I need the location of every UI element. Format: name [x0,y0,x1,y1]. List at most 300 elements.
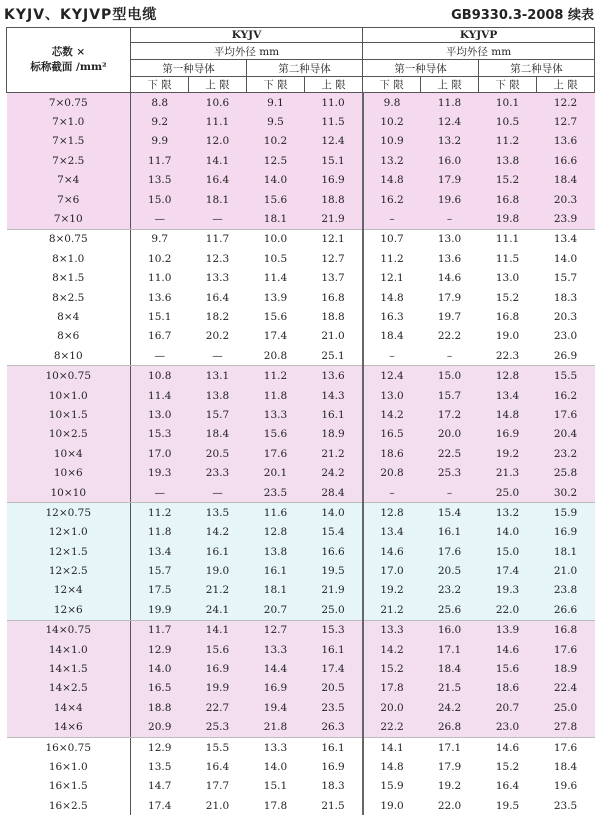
diameter-value-cell: 10.2 [131,249,189,268]
diameter-value-cell: 16.1 [189,542,247,561]
table-row [7,405,595,424]
diameter-value-cell: 25.0 [537,698,595,717]
diameter-value-cell: 12.7 [247,620,305,640]
diameter-value-cell: 23.8 [537,581,595,600]
diameter-value-cell: 22.2 [363,718,421,738]
diameter-value-cell: 20.0 [363,698,421,717]
spec-cell: 14×4 [7,698,131,717]
diameter-value-cell: 15.5 [189,737,247,757]
diameter-value-cell: 16.8 [479,307,537,326]
spec-cell: 14×1.0 [7,640,131,659]
diameter-value-cell: 17.9 [421,757,479,776]
diameter-value-cell: 25.1 [305,346,363,366]
table-row [7,209,595,229]
diameter-value-cell: 30.2 [537,483,595,503]
diameter-value-cell: 18.9 [305,425,363,444]
table-row [7,151,595,170]
diameter-value-cell: 10.7 [363,229,421,249]
diameter-value-cell: 15.7 [421,386,479,405]
diameter-value-cell: 14.7 [131,777,189,796]
spec-cell: 12×1.5 [7,542,131,561]
diameter-value-cell: 19.5 [305,561,363,580]
spec-cell: 12×4 [7,581,131,600]
diameter-value-cell: 13.2 [421,132,479,151]
diameter-value-cell: 16.1 [305,640,363,659]
diameter-value-cell: 15.6 [247,190,305,209]
diameter-value-cell: 16.2 [363,190,421,209]
diameter-value-cell: 14.2 [363,405,421,424]
diameter-value-cell: 26.9 [537,346,595,366]
diameter-value-cell: 14.2 [363,640,421,659]
spec-column-header [7,28,131,93]
diameter-value-cell: 21.2 [305,444,363,463]
table-row [7,600,595,620]
diameter-value-cell: 11.2 [247,366,305,386]
diameter-value-cell: 17.6 [537,405,595,424]
diameter-value-cell: 22.2 [421,327,479,346]
diameter-value-cell: 16.4 [479,777,537,796]
diameter-value-cell: 17.4 [247,327,305,346]
diameter-value-cell: 16.8 [479,190,537,209]
table-row [7,327,595,346]
diameter-value-cell: 13.0 [363,386,421,405]
table-row [7,112,595,131]
diameter-value-cell: 15.6 [247,307,305,326]
spec-cell: 12×2.5 [7,561,131,580]
diameter-value-cell: 9.5 [247,112,305,131]
diameter-value-cell: 21.5 [421,679,479,698]
diameter-value-cell: 17.2 [421,405,479,424]
spec-cell: 14×6 [7,718,131,738]
spec-cell: 12×6 [7,600,131,620]
diameter-value-cell: 16.1 [305,737,363,757]
diameter-value-cell: 25.3 [421,463,479,482]
diameter-value-cell: 18.6 [479,679,537,698]
table-row [7,346,595,366]
diameter-value-cell: 12.7 [537,112,595,131]
diameter-value-cell: 12.3 [189,249,247,268]
diameter-value-cell: – [421,346,479,366]
spec-cell: 10×0.75 [7,366,131,386]
diameter-value-cell: 10.1 [479,93,537,113]
diameter-value-cell: 13.4 [479,386,537,405]
diameter-value-cell: 22.5 [421,444,479,463]
diameter-value-cell: 25.0 [479,483,537,503]
diameter-value-cell: — [189,483,247,503]
spec-cell: 16×2.5 [7,796,131,815]
diameter-value-cell: 20.7 [479,698,537,717]
table-row [7,581,595,600]
diameter-value-cell: – [421,209,479,229]
diameter-value-cell: 16.1 [247,561,305,580]
diameter-value-cell: – [363,483,421,503]
diameter-value-cell: 19.3 [479,581,537,600]
diameter-value-cell: 14.8 [363,171,421,190]
diameter-value-cell: 12.8 [479,366,537,386]
diameter-value-cell: 15.1 [247,777,305,796]
diameter-value-cell: 12.5 [247,151,305,170]
diameter-value-cell: 14.8 [479,405,537,424]
diameter-value-cell: 14.0 [479,523,537,542]
diameter-value-cell: 13.5 [131,171,189,190]
limit-header: 下 限 [131,77,189,93]
diameter-value-cell: 18.1 [189,190,247,209]
diameter-value-cell: 15.1 [131,307,189,326]
conductor-type-header: 第一种导体 [131,60,247,77]
diameter-value-cell: 16.9 [479,425,537,444]
diameter-value-cell: 15.3 [305,620,363,640]
table-row [7,132,595,151]
diameter-value-cell: 12.1 [363,269,421,288]
diameter-value-cell: 13.2 [363,151,421,170]
diameter-value-cell: 27.8 [537,718,595,738]
diameter-value-cell: 20.8 [247,346,305,366]
diameter-value-cell: 12.8 [247,523,305,542]
conductor-type-header: 第二种导体 [479,60,595,77]
diameter-value-cell: 23.5 [537,796,595,815]
diameter-value-cell: 14.6 [363,542,421,561]
diameter-value-cell: 10.8 [131,366,189,386]
diameter-value-cell: 16.4 [189,288,247,307]
spec-cell: 10×6 [7,463,131,482]
diameter-value-cell: 20.1 [247,463,305,482]
diameter-value-cell: 19.2 [421,777,479,796]
diameter-value-cell: 17.0 [131,444,189,463]
diameter-value-cell: 17.5 [131,581,189,600]
diameter-value-cell: 16.1 [305,405,363,424]
diameter-value-cell: 17.9 [421,288,479,307]
diameter-value-cell: 22.4 [537,679,595,698]
diameter-value-cell: – [363,209,421,229]
diameter-value-cell: 13.9 [247,288,305,307]
spec-cell: 7×10 [7,209,131,229]
diameter-value-cell: 15.1 [305,151,363,170]
diameter-value-cell: 15.9 [363,777,421,796]
diameter-value-cell: 14.1 [189,151,247,170]
diameter-value-cell: 18.9 [537,659,595,678]
diameter-value-cell: 13.0 [131,405,189,424]
diameter-value-cell: 21.2 [363,600,421,620]
diameter-value-cell: 28.4 [305,483,363,503]
diameter-value-cell: 18.4 [363,327,421,346]
diameter-value-cell: 11.5 [479,249,537,268]
diameter-value-cell: 11.2 [131,503,189,523]
cable-diameter-table [6,27,595,815]
diameter-value-cell: 20.5 [189,444,247,463]
diameter-value-cell: 16.9 [537,523,595,542]
diameter-value-cell: 16.6 [537,151,595,170]
diameter-value-cell: 24.2 [421,698,479,717]
diameter-value-cell: 18.8 [305,190,363,209]
spec-cell: 8×0.75 [7,229,131,249]
diameter-value-cell: 14.6 [479,640,537,659]
limit-header: 下 限 [247,77,305,93]
diameter-value-cell: 10.2 [247,132,305,151]
diameter-value-cell: 18.8 [305,307,363,326]
diameter-value-cell: 26.6 [537,600,595,620]
diameter-value-cell: 13.4 [131,542,189,561]
diameter-value-cell: 15.6 [247,425,305,444]
diameter-value-cell: 15.6 [479,659,537,678]
spec-cell: 7×2.5 [7,151,131,170]
diameter-value-cell: 19.0 [363,796,421,815]
table-row [7,463,595,482]
diameter-value-cell: 15.9 [537,503,595,523]
diameter-value-cell: 21.8 [247,718,305,738]
diameter-value-cell: 16.5 [131,679,189,698]
diameter-value-cell: 19.7 [421,307,479,326]
spec-cell: 10×1.0 [7,386,131,405]
diameter-value-cell: 16.0 [421,151,479,170]
diameter-value-cell: 11.7 [131,151,189,170]
diameter-value-cell: 9.1 [247,93,305,113]
table-row [7,269,595,288]
spec-header-line2: 标称截面 /mm² [7,60,130,75]
diameter-value-cell: 15.2 [479,288,537,307]
diameter-value-cell: 13.3 [247,405,305,424]
diameter-value-cell: 11.5 [305,112,363,131]
spec-header-line1: 芯数 × [7,45,130,60]
table-row [7,796,595,815]
diameter-value-cell: 16.8 [305,288,363,307]
table-row [7,190,595,209]
diameter-value-cell: 14.0 [131,659,189,678]
table-row [7,777,595,796]
diameter-value-cell: 13.0 [479,269,537,288]
table-body [7,93,595,815]
diameter-value-cell: 10.5 [247,249,305,268]
diameter-value-cell: 12.2 [537,93,595,113]
diameter-value-cell: 13.6 [421,249,479,268]
diameter-value-cell: 17.8 [363,679,421,698]
conductor-type-header: 第一种导体 [363,60,479,77]
diameter-value-cell: 13.4 [537,229,595,249]
diameter-value-cell: 14.4 [247,659,305,678]
diameter-value-cell: – [421,483,479,503]
diameter-value-cell: 12.8 [363,503,421,523]
table-row [7,561,595,580]
diameter-value-cell: 14.6 [479,737,537,757]
diameter-value-cell: 18.8 [131,698,189,717]
table-row [7,307,595,326]
diameter-value-cell: 18.1 [247,209,305,229]
diameter-value-cell: 13.2 [479,503,537,523]
diameter-value-cell: 15.2 [479,171,537,190]
spec-cell: 16×1.5 [7,777,131,796]
diameter-value-cell: 19.2 [479,444,537,463]
diameter-value-cell: 15.2 [479,757,537,776]
table-row [7,718,595,738]
diameter-value-cell: 9.7 [131,229,189,249]
diameter-value-cell: 20.3 [537,307,595,326]
diameter-value-cell: 23.0 [479,718,537,738]
spec-cell: 14×0.75 [7,620,131,640]
diameter-value-cell: 13.1 [189,366,247,386]
diameter-value-cell: 21.5 [305,796,363,815]
diameter-value-cell: 13.0 [421,229,479,249]
table-row [7,757,595,776]
diameter-value-cell: — [131,346,189,366]
standard-reference: GB9330.3-2008 续表 [451,4,594,23]
table-row [7,659,595,678]
diameter-value-cell: 13.7 [305,269,363,288]
diameter-value-cell: 13.4 [363,523,421,542]
diameter-value-cell: 16.2 [537,386,595,405]
diameter-subheader: 平均外径 mm [363,43,595,60]
diameter-value-cell: 14.8 [363,757,421,776]
table-row [7,229,595,249]
diameter-value-cell: 17.8 [247,796,305,815]
diameter-value-cell: 10.9 [363,132,421,151]
diameter-value-cell: 17.6 [247,444,305,463]
table-row [7,93,595,113]
diameter-value-cell: 25.0 [305,600,363,620]
diameter-value-cell: 15.0 [479,542,537,561]
diameter-value-cell: 11.4 [131,386,189,405]
diameter-value-cell: 17.7 [189,777,247,796]
diameter-value-cell: 15.3 [131,425,189,444]
diameter-value-cell: 13.8 [189,386,247,405]
diameter-value-cell: 14.3 [305,386,363,405]
table-row [7,640,595,659]
spec-cell: 8×1.0 [7,249,131,268]
diameter-value-cell: 13.9 [479,620,537,640]
table-row [7,171,595,190]
diameter-value-cell: 18.2 [189,307,247,326]
diameter-value-cell: 13.8 [247,542,305,561]
diameter-value-cell: 12.4 [363,366,421,386]
diameter-value-cell: 16.1 [421,523,479,542]
spec-cell: 14×2.5 [7,679,131,698]
diameter-value-cell: 19.9 [189,679,247,698]
diameter-value-cell: 17.6 [421,542,479,561]
diameter-value-cell: 20.3 [537,190,595,209]
diameter-value-cell: 16.9 [189,659,247,678]
diameter-value-cell: 11.8 [247,386,305,405]
diameter-value-cell: 16.6 [305,542,363,561]
diameter-value-cell: 16.4 [189,757,247,776]
table-row [7,542,595,561]
table-row [7,737,595,757]
diameter-value-cell: — [131,483,189,503]
table-row [7,425,595,444]
diameter-value-cell: 20.5 [305,679,363,698]
diameter-value-cell: 13.6 [305,366,363,386]
diameter-value-cell: 11.8 [421,93,479,113]
diameter-subheader: 平均外径 mm [131,43,363,60]
spec-cell: 12×0.75 [7,503,131,523]
diameter-value-cell: 13.3 [363,620,421,640]
limit-header: 上 限 [537,77,595,93]
diameter-value-cell: 13.6 [131,288,189,307]
table-row [7,503,595,523]
limit-header: 上 限 [189,77,247,93]
diameter-value-cell: 24.2 [305,463,363,482]
diameter-value-cell: 11.0 [131,269,189,288]
spec-cell: 10×4 [7,444,131,463]
diameter-value-cell: 19.6 [421,190,479,209]
diameter-value-cell: 23.5 [247,483,305,503]
diameter-value-cell: 13.6 [537,132,595,151]
diameter-value-cell: 15.4 [421,503,479,523]
limit-header: 上 限 [305,77,363,93]
diameter-value-cell: 19.8 [479,209,537,229]
diameter-value-cell: 16.3 [363,307,421,326]
diameter-value-cell: 18.3 [537,288,595,307]
diameter-value-cell: 17.1 [421,737,479,757]
diameter-value-cell: 8.8 [131,93,189,113]
diameter-value-cell: 14.0 [537,249,595,268]
spec-cell: 12×1.0 [7,523,131,542]
diameter-value-cell: 13.3 [247,737,305,757]
spec-cell: 8×10 [7,346,131,366]
diameter-value-cell: 13.5 [189,503,247,523]
spec-cell: 7×1.0 [7,112,131,131]
diameter-value-cell: 15.2 [363,659,421,678]
diameter-value-cell: 9.2 [131,112,189,131]
spec-cell: 10×10 [7,483,131,503]
diameter-value-cell: 14.2 [189,523,247,542]
diameter-value-cell: 11.4 [247,269,305,288]
diameter-value-cell: 10.5 [479,112,537,131]
diameter-value-cell: 21.2 [189,581,247,600]
diameter-value-cell: 17.4 [479,561,537,580]
diameter-value-cell: 12.0 [189,132,247,151]
diameter-value-cell: 23.3 [189,463,247,482]
diameter-value-cell: 11.6 [247,503,305,523]
diameter-value-cell: 18.1 [537,542,595,561]
diameter-value-cell: 11.0 [305,93,363,113]
diameter-value-cell: 23.9 [537,209,595,229]
diameter-value-cell: 15.4 [305,523,363,542]
diameter-value-cell: 12.1 [305,229,363,249]
table-row [7,249,595,268]
diameter-value-cell: 20.4 [537,425,595,444]
diameter-value-cell: 16.7 [131,327,189,346]
diameter-value-cell: 21.9 [305,209,363,229]
diameter-value-cell: 11.1 [189,112,247,131]
spec-cell: 7×6 [7,190,131,209]
diameter-value-cell: 22.0 [421,796,479,815]
spec-cell: 7×0.75 [7,93,131,113]
spec-cell: 7×1.5 [7,132,131,151]
diameter-value-cell: 21.0 [189,796,247,815]
diameter-value-cell: 24.1 [189,600,247,620]
diameter-value-cell: 11.7 [189,229,247,249]
diameter-value-cell: 18.4 [537,171,595,190]
diameter-value-cell: 20.5 [421,561,479,580]
diameter-value-cell: 23.2 [537,444,595,463]
diameter-value-cell: 12.4 [305,132,363,151]
spec-cell: 16×1.0 [7,757,131,776]
diameter-value-cell: 9.9 [131,132,189,151]
diameter-value-cell: 15.0 [421,366,479,386]
diameter-value-cell: 18.4 [189,425,247,444]
diameter-value-cell: 12.7 [305,249,363,268]
diameter-value-cell: 21.0 [305,327,363,346]
diameter-value-cell: 13.5 [131,757,189,776]
diameter-value-cell: 18.1 [247,581,305,600]
diameter-value-cell: 14.8 [363,288,421,307]
diameter-value-cell: — [189,346,247,366]
diameter-value-cell: 14.0 [305,503,363,523]
diameter-value-cell: 20.8 [363,463,421,482]
table-row [7,523,595,542]
page-header [0,0,600,26]
diameter-value-cell: 18.3 [305,777,363,796]
diameter-value-cell: 10.0 [247,229,305,249]
diameter-value-cell: 19.5 [479,796,537,815]
